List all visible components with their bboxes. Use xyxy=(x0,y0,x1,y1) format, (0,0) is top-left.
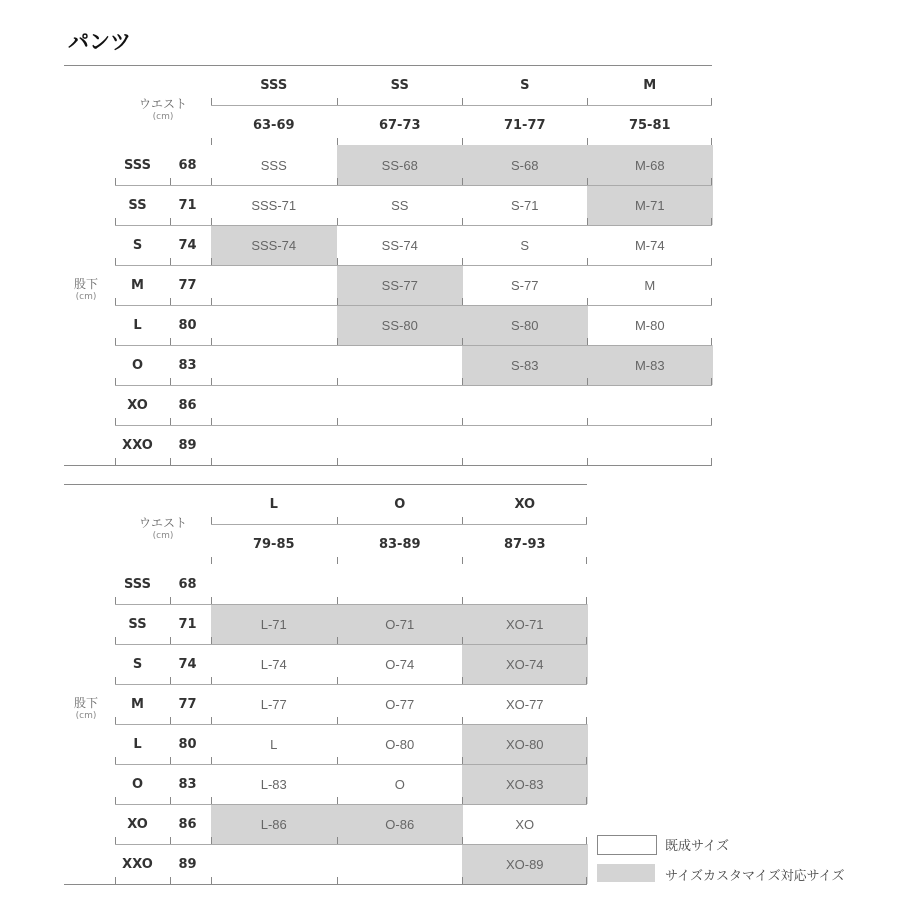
custom-size-cell: M-71 xyxy=(634,197,665,213)
row-cm-label: 89 xyxy=(178,856,197,872)
standard-size-cell: XO-77 xyxy=(505,696,544,712)
row-cm-label: 89 xyxy=(178,437,197,453)
column-tick xyxy=(211,517,212,524)
standard-size-cell: O-80 xyxy=(385,736,415,752)
row-tick xyxy=(170,637,171,644)
row-size-label: SSS xyxy=(124,157,151,173)
legend-standard-swatch xyxy=(597,835,657,855)
waist-label: ウエスト xyxy=(138,516,187,530)
legend-custom-label: サイズカスタマイズ対応サイズ xyxy=(665,869,845,884)
standard-size-cell xyxy=(337,425,463,465)
row-tick xyxy=(115,677,116,684)
row-tick xyxy=(115,458,116,465)
row-cm-label: 68 xyxy=(178,157,197,173)
column-range-header: 83-89 xyxy=(378,536,421,552)
row-tick xyxy=(115,797,116,804)
row-cm-label: 80 xyxy=(178,317,197,333)
row-tick xyxy=(115,178,116,185)
custom-size-cell: L-71 xyxy=(260,616,287,632)
custom-size-cell: S-68 xyxy=(511,157,539,173)
custom-size-cell: SSS-74 xyxy=(251,237,297,253)
row-size-label: XO xyxy=(127,816,148,832)
row-cm-label: 77 xyxy=(178,696,197,712)
row-cm-label: 77 xyxy=(178,277,197,293)
column-size-header: O xyxy=(394,496,406,512)
legend-custom-swatch xyxy=(597,864,655,882)
column-size-header: M xyxy=(643,77,657,93)
column-tick xyxy=(587,138,588,145)
column-range-header: 75-81 xyxy=(628,117,671,133)
column-range-header: 63-69 xyxy=(252,117,295,133)
row-tick xyxy=(115,258,116,265)
row-tick xyxy=(170,757,171,764)
row-tick xyxy=(170,837,171,844)
row-cm-label: 86 xyxy=(178,397,197,413)
column-tick xyxy=(337,557,338,564)
row-tick xyxy=(170,178,171,185)
column-range-header: 67-73 xyxy=(378,117,421,133)
column-tick xyxy=(711,98,712,105)
standard-size-cell: M xyxy=(644,277,656,293)
row-rule xyxy=(64,465,712,466)
custom-size-cell: M-83 xyxy=(634,357,665,373)
row-size-label: XXO xyxy=(122,437,153,453)
column-tick xyxy=(211,138,212,145)
custom-size-cell: XO-83 xyxy=(505,776,544,792)
standard-size-cell xyxy=(462,385,588,425)
row-cm-label: 74 xyxy=(178,237,197,253)
inseam-label: 股下 xyxy=(73,696,98,710)
standard-size-cell xyxy=(462,425,588,465)
row-size-label: M xyxy=(131,277,144,293)
standard-size-cell: L-83 xyxy=(260,776,287,792)
column-tick xyxy=(337,517,338,524)
row-tick xyxy=(170,797,171,804)
column-tick xyxy=(586,517,587,524)
waist-unit: (cm) xyxy=(152,531,174,541)
standard-size-cell xyxy=(587,425,713,465)
row-size-label: SS xyxy=(128,197,147,213)
standard-size-cell xyxy=(337,385,463,425)
custom-size-cell: SS-80 xyxy=(381,317,418,333)
custom-size-cell: XO-80 xyxy=(505,736,544,752)
row-size-label: XXO xyxy=(122,856,153,872)
column-size-header: SS xyxy=(390,77,409,93)
column-tick xyxy=(462,98,463,105)
row-tick xyxy=(170,378,171,385)
row-cm-label: 71 xyxy=(178,616,197,632)
custom-size-cell: XO-71 xyxy=(505,616,544,632)
row-cm-label: 71 xyxy=(178,197,197,213)
waist-axis-label xyxy=(118,95,208,122)
column-tick xyxy=(211,98,212,105)
row-tick xyxy=(115,637,116,644)
row-tick xyxy=(115,717,116,724)
standard-size-cell: S-71 xyxy=(511,197,539,213)
legend-standard-label: 既成サイズ xyxy=(665,839,729,854)
standard-size-cell: M-74 xyxy=(634,237,665,253)
row-tick xyxy=(115,837,116,844)
row-cm-label: 80 xyxy=(178,736,197,752)
custom-size-cell: O-86 xyxy=(385,816,415,832)
row-size-label: O xyxy=(131,776,144,792)
standard-size-cell xyxy=(211,844,337,884)
inseam-axis-label xyxy=(64,275,108,302)
row-tick xyxy=(115,418,116,425)
standard-size-cell: O xyxy=(394,776,405,792)
row-tick xyxy=(115,597,116,604)
row-cm-label: 83 xyxy=(178,357,197,373)
column-range-header: 87-93 xyxy=(503,536,546,552)
standard-size-cell xyxy=(211,265,337,305)
column-range-header: 71-77 xyxy=(503,117,546,133)
row-size-label: L xyxy=(133,736,142,752)
column-tick xyxy=(337,98,338,105)
waist-unit: (cm) xyxy=(152,112,174,122)
row-tick xyxy=(115,338,116,345)
standard-size-cell xyxy=(211,305,337,345)
custom-size-cell: SS-68 xyxy=(381,157,418,173)
row-cm-label: 68 xyxy=(178,576,197,592)
standard-size-cell xyxy=(462,564,588,604)
column-tick xyxy=(587,98,588,105)
custom-size-cell: XO-74 xyxy=(505,656,544,672)
inseam-unit: (cm) xyxy=(75,292,97,302)
custom-size-cell: S-83 xyxy=(511,357,539,373)
standard-size-cell: L-74 xyxy=(260,656,287,672)
row-tick xyxy=(170,877,171,884)
inseam-label: 股下 xyxy=(73,277,98,291)
custom-size-cell: L-86 xyxy=(260,816,287,832)
custom-size-cell: M-68 xyxy=(634,157,665,173)
row-rule xyxy=(64,884,587,885)
standard-size-cell: O-74 xyxy=(385,656,415,672)
row-size-label: S xyxy=(132,237,143,253)
waist-axis-label xyxy=(118,514,208,541)
standard-size-cell: S xyxy=(520,237,530,253)
row-tick xyxy=(170,458,171,465)
column-range-header: 79-85 xyxy=(252,536,295,552)
custom-size-cell: S-80 xyxy=(511,317,539,333)
inseam-axis-label xyxy=(64,694,108,721)
row-cm-label: 83 xyxy=(178,776,197,792)
row-tick xyxy=(170,418,171,425)
column-tick xyxy=(462,138,463,145)
standard-size-cell xyxy=(337,564,463,604)
row-tick xyxy=(170,258,171,265)
row-tick xyxy=(170,218,171,225)
standard-size-cell: S-77 xyxy=(511,277,539,293)
standard-size-cell: M-80 xyxy=(634,317,665,333)
standard-size-cell xyxy=(211,564,337,604)
page-title: パンツ xyxy=(68,30,131,54)
row-tick xyxy=(115,378,116,385)
standard-size-cell: SSS-71 xyxy=(251,197,297,213)
waist-label: ウエスト xyxy=(138,97,187,111)
standard-size-cell xyxy=(211,385,337,425)
standard-size-cell: SS xyxy=(391,197,409,213)
custom-size-cell: XO-89 xyxy=(505,856,544,872)
row-tick xyxy=(170,338,171,345)
row-tick xyxy=(170,717,171,724)
column-tick xyxy=(462,517,463,524)
standard-size-cell: SS-74 xyxy=(381,237,418,253)
custom-size-cell: O-71 xyxy=(385,616,415,632)
standard-size-cell: L xyxy=(270,736,278,752)
row-size-label: M xyxy=(131,696,144,712)
row-size-label: S xyxy=(132,656,143,672)
standard-size-cell xyxy=(211,425,337,465)
standard-size-cell: L-77 xyxy=(260,696,287,712)
row-tick xyxy=(170,677,171,684)
column-tick xyxy=(337,138,338,145)
custom-size-cell: SS-77 xyxy=(381,277,418,293)
row-tick xyxy=(170,298,171,305)
row-size-label: XO xyxy=(127,397,148,413)
row-tick xyxy=(115,218,116,225)
inseam-unit: (cm) xyxy=(75,711,97,721)
column-size-header: XO xyxy=(514,496,536,512)
row-cm-label: 86 xyxy=(178,816,197,832)
column-size-header: L xyxy=(269,496,278,512)
row-size-label: SSS xyxy=(124,576,151,592)
row-size-label: SS xyxy=(128,616,147,632)
column-size-header: S xyxy=(520,77,530,93)
row-size-label: L xyxy=(133,317,142,333)
column-tick xyxy=(462,557,463,564)
row-cm-label: 74 xyxy=(178,656,197,672)
standard-size-cell xyxy=(211,345,337,385)
standard-size-cell: XO xyxy=(515,816,535,832)
column-tick xyxy=(586,557,587,564)
standard-size-cell xyxy=(337,345,463,385)
row-tick xyxy=(115,877,116,884)
row-tick xyxy=(115,757,116,764)
row-tick xyxy=(170,597,171,604)
standard-size-cell xyxy=(587,385,713,425)
standard-size-cell: O-77 xyxy=(385,696,415,712)
row-size-label: O xyxy=(131,357,144,373)
standard-size-cell: SSS xyxy=(260,157,287,173)
column-tick xyxy=(211,557,212,564)
column-size-header: SSS xyxy=(260,77,288,93)
row-tick xyxy=(115,298,116,305)
standard-size-cell xyxy=(337,844,463,884)
column-tick xyxy=(711,138,712,145)
